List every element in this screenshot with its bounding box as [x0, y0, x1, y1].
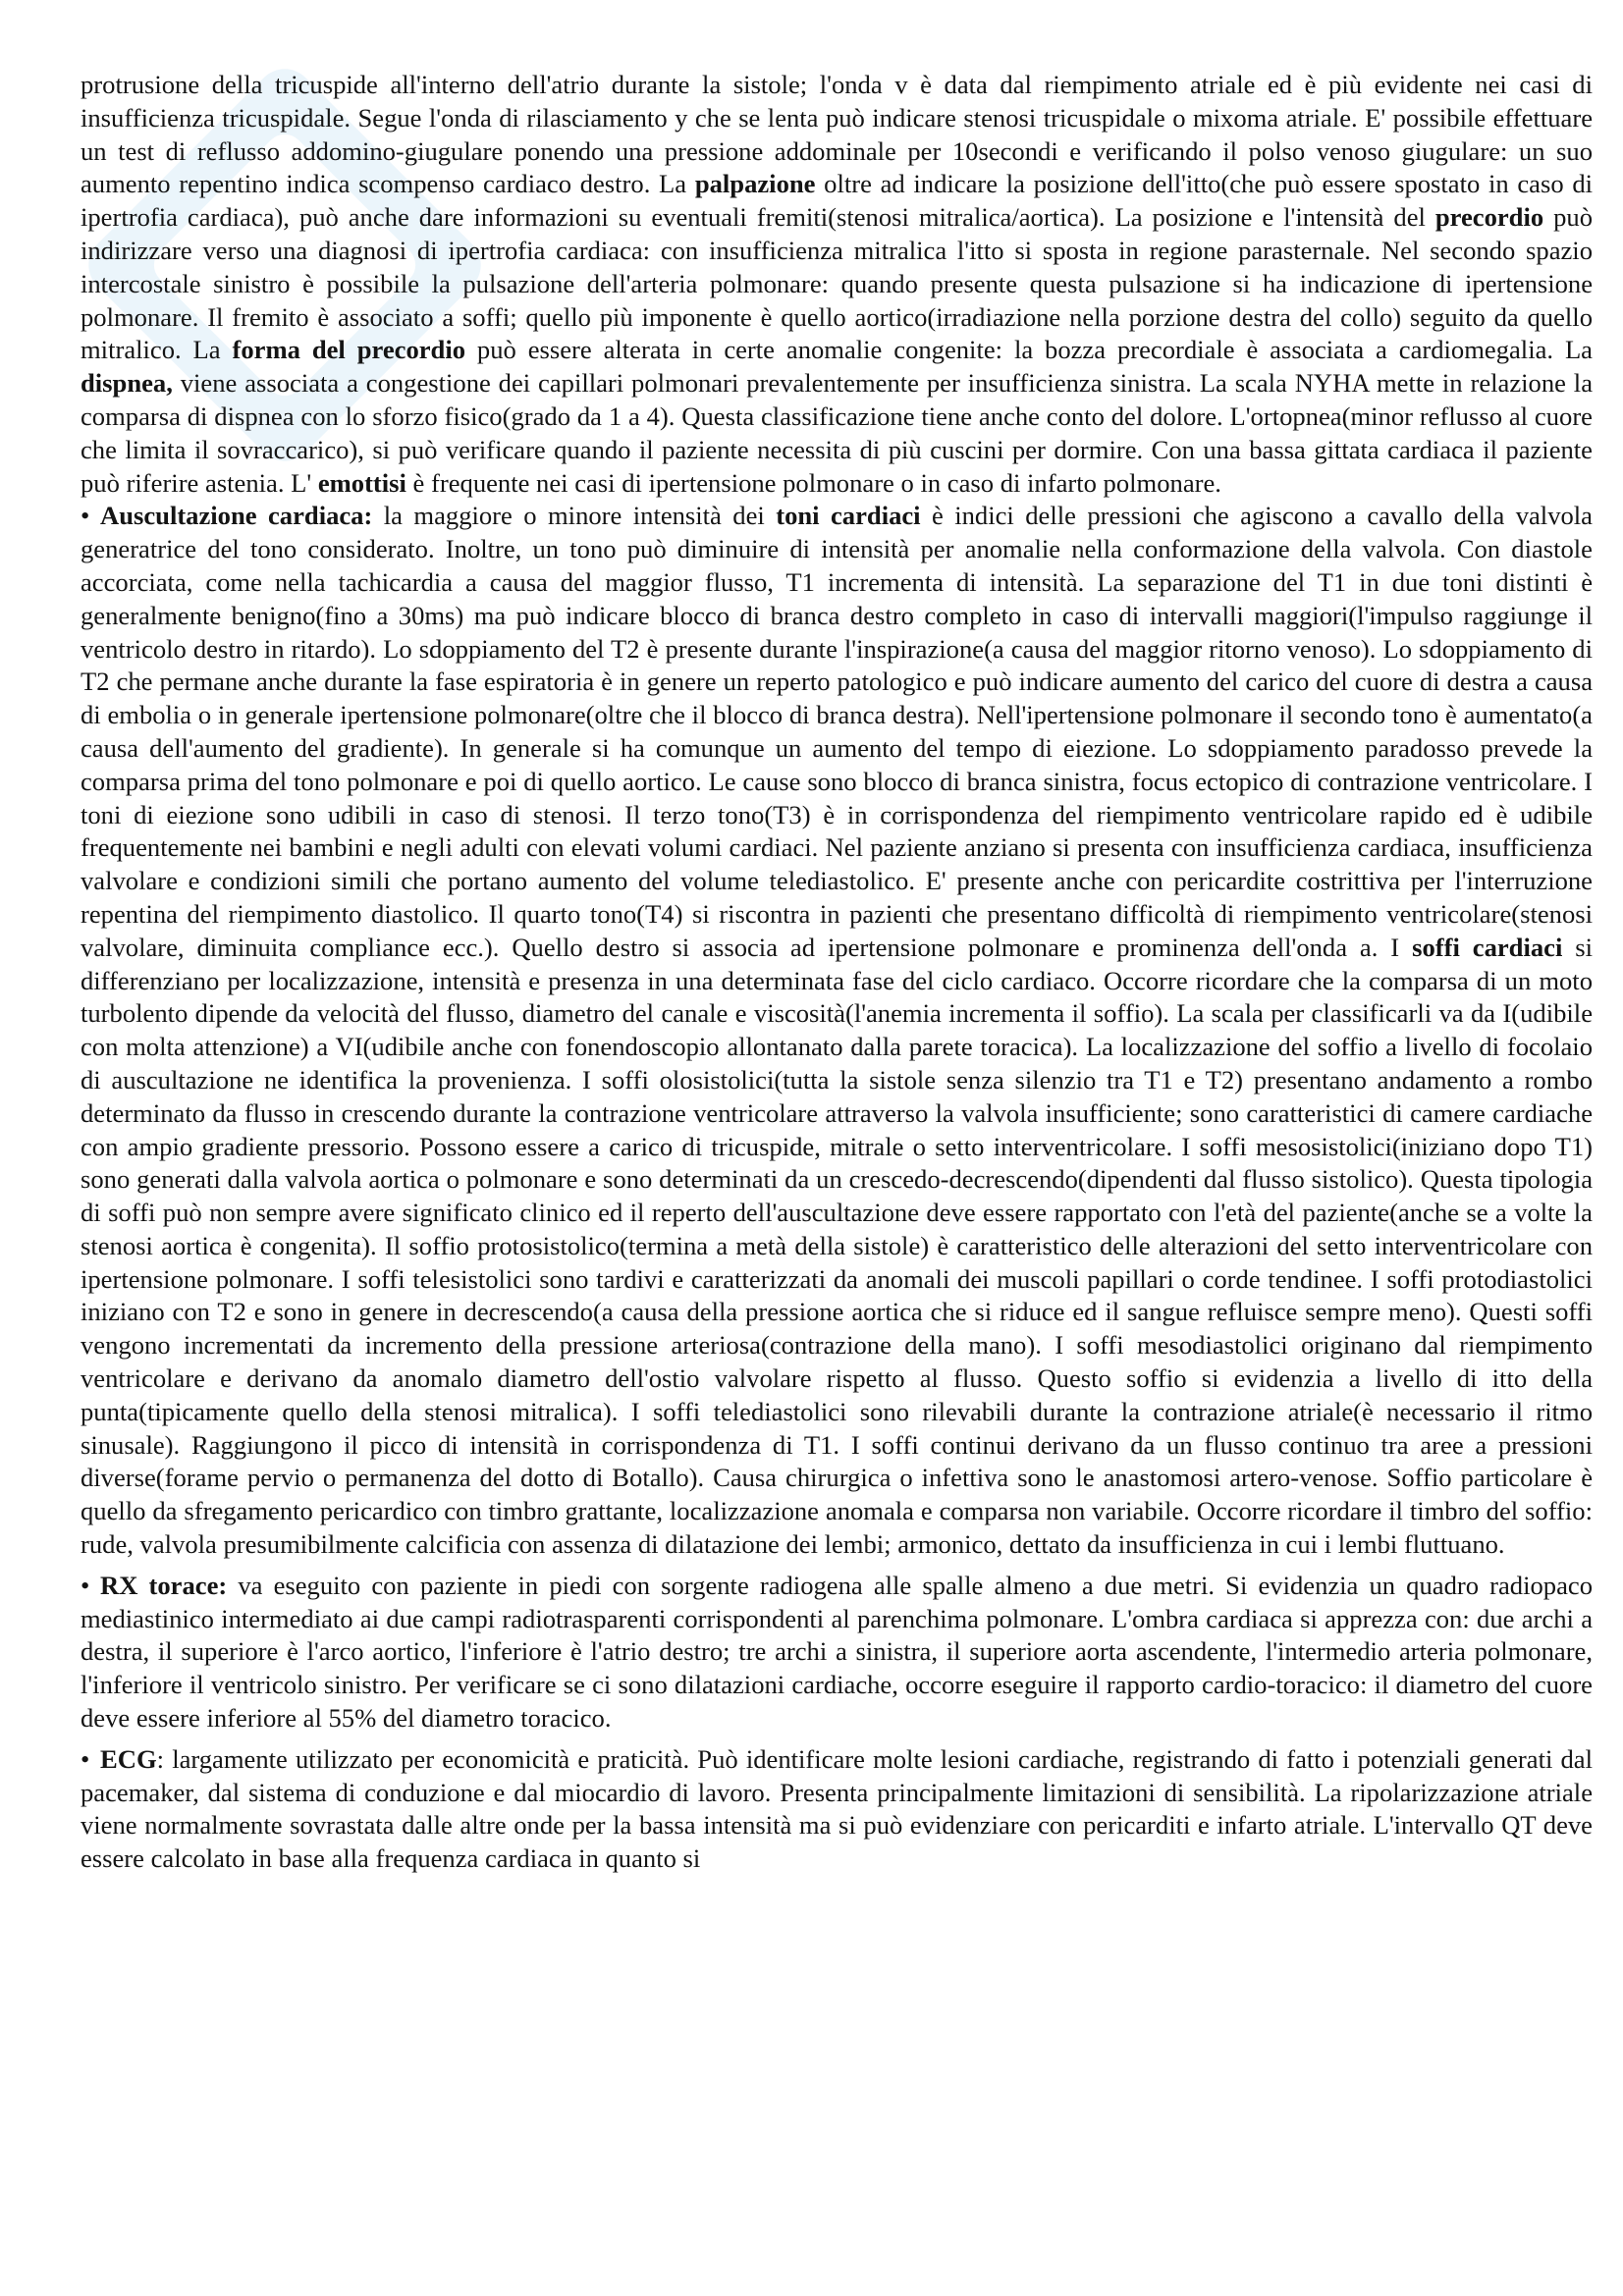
text-run: va eseguito con paziente in piedi con sorgente radiogena alle spalle almeno a due metri. Si evidenzia un quadro radiopaco mediastinico intermediato ai due campi radiotrasparenti corrispondenti al parenchima polmonare. L'ombra cardiaca si apprezza con: due archi a destra, il superiore è l'arco aortico, l'inferiore è l'atrio destro; tre archi a sinistra, il superiore aorta ascendente, l'intermedio arteria polmonare, l'inferiore il ventricolo sinistro. Per verificare se ci sono dilatazioni cardiache, occorre eseguire il rapporto cardio-toracico: il diametro del cuore deve essere inferiore al 55% del diametro toracico. — [81, 1570, 1593, 1734]
text-run: è indici delle pressioni che agiscono a cavallo della valvola generatrice del tono considerato. Inoltre, un tono può diminuire di intensità per anomalie nella conformazione della valvola. Con diastole accorciata, come nella tachicardia a causa del maggior flusso, T1 incrementa di intensità. La separazione del T1 in due toni distinti è generalmente benigno(fino a 30ms) ma può indicare blocco di branca destro completo in caso di intervalli maggiori(l'impulso raggiunge il ventricolo destro in ritardo). Lo sdoppiamento del T2 è presente durante l'inspirazione(a causa del maggior ritorno venoso). Lo sdoppiamento di T2 che permane anche durante la fase espiratoria è in genere un reperto patologico e può indicare aumento del carico del cuore di destra a causa di embolia o in generale ipertensione polmonare(oltre che il blocco di branca destra). Nell'ipertensione polmonare il secondo tono è aumentato(a causa dell'aumento del gradiente). In generale si ha comunque un aumento del tempo di eiezione. Lo sdoppiamento paradosso prevede la comparsa prima del tono polmonare e poi di quello aortico. Le cause sono blocco di branca sinistra, focus ectopico di contrazione ventricolare. I toni di eiezione sono udibili in caso di stenosi. Il terzo tono(T3) è in corrispondenza del riempimento ventricolare rapido ed è udibile frequentemente nei bambini e negli adulti con elevati volumi cardiaci. Nel paziente anziano si presenta con insufficienza cardiaca, insufficienza valvolare e condizioni simili che portano aumento del volume telediastolico. E' presente anche con pericardite costrittiva per l'interruzione repentina del riempimento diastolico. Il quarto tono(T4) si riscontra in pazienti che presentano difficoltà di riempimento ventricolare(stenosi valvolare, diminuita compliance ecc.). Quello destro si associa ad ipertensione polmonare e prominenza dell'onda a. I — [81, 501, 1593, 962]
term-toni-cardiaci: toni cardiaci — [776, 501, 921, 531]
text-run: può indirizzare verso una diagnosi di ipertrofia cardiaca: con insufficienza mitralica l'itto si sposta in regione parasternale. Nel secondo spazio intercostale sinistro è possibile la pulsazione dell'arteria polmonare: quando presente questa pulsazione si ha indicazione di ipertensione polmonare. Il fremito è associato a soffi; quello più imponente è quello aortico(irradiazione nella porzione destra del collo) seguito da quello mitralico. La — [81, 202, 1594, 365]
bullet-icon: • — [81, 1570, 90, 1600]
term-forma-precordio: forma del precordio — [232, 335, 466, 365]
heading-auscultazione: Auscultazione cardiaca: — [100, 501, 373, 531]
text-run: oltre ad indicare la posizione dell'itto(che può essere spostato in caso di ipertrofia cardiaca), può anche dare informazioni su eventuali fremiti(stenosi mitralica/aortica). La posizione e l'intensità del — [81, 169, 1593, 233]
bullet-icon: • — [81, 1743, 90, 1774]
term-palpazione: palpazione — [694, 169, 816, 199]
term-dispnea: dispnea, — [81, 368, 173, 399]
document-page — [81, 69, 1593, 1876]
paragraph-ecg — [81, 1743, 1593, 1876]
heading-rx-torace: RX torace: — [100, 1570, 228, 1600]
term-soffi-cardiaci: soffi cardiaci — [1412, 932, 1563, 962]
text-run: è frequente nei casi di ipertensione polmonare o in caso di infarto polmonare. — [406, 467, 1221, 498]
text-run: si differenziano per localizzazione, intensità e presenza in una determinata fase del ciclo cardiaco. Occorre ricordare che la comparsa di un moto turbolento dipende da velocità del flusso, diametro del canale e viscosità(l'anemia incrementa il soffio). La scala per classificarli va da I(udibile con molta attenzione) a VI(udibile anche con fonendoscopio allontanato dalla parete toracica). La localizzazione del soffio a livello di focolaio di auscultazione ne identifica la provenienza. I soffi olosistolici(tutta la sistole senza silenzio tra T1 e T2) presentano andamento a rombo determinato da flusso in crescendo durante la contrazione ventricolare attraverso la valvola insufficiente; sono caratteristici di camere cardiache con ampio gradiente pressorio. Possono essere a carico di tricuspide, mitrale o setto interventricolare. I soffi mesosistolici(iniziano dopo T1) sono generati dalla valvola aortica o polmonare e sono determinati da un crescedo-decrescendo(dipendenti dal flusso sistolico). Questa tipologia di soffi può non sempre avere significato clinico ed il reperto dell'auscultazione deve essere rapportato con l'età del paziente(anche se a volte la stenosi aortica è congenita). Il soffio protosistolico(termina a metà della sistole) è caratteristico delle alterazioni del setto interventricolare con ipertensione polmonare. I soffi telesistolici sono tardivi e caratterizzati da anomali dei muscoli papillari o corde tendinee. I soffi protodiastolici iniziano con T2 e sono in genere in decrescendo(a causa della pressione aortica che si riduce ed il sangue refluisce sempre meno). Questi soffi vengono incrementati da incremento della pressione arteriosa(contrazione della mano). I soffi mesodiastolici originano dal riempimento ventricolare e derivano da anomalo diametro dell'ostio valvolare rispetto al flusso. Questo soffio si evidenzia a livello di itto della punta(tipicamente quello della stenosi mitralica). I soffi telediastolici sono rilevabili durante la contrazione atriale(è necessario il ritmo sinusale). Raggiungono il picco di intensità in corrispondenza di T1. I soffi continui derivano da un flusso continuo tra aree a pressioni diverse(forame pervio o permanenza del dotto di Botallo). Causa chirurgica o infettiva sono le anastomosi artero-venose. Soffio particolare è quello da sfregamento pericardico con timbro grattante, localizzazione anomala e comparsa non variabile. Occorre ricordare il timbro del soffio: rude, valvola presumibilmente calcificia con assenza di dilatazione dei lembi; armonico, dettato da insufficienza in cui i lembi fluttuano. — [81, 932, 1594, 1560]
paragraph-rx-torace — [81, 1570, 1593, 1735]
paragraph-venous-pulse-palpation — [81, 69, 1593, 500]
text-run: : largamente utilizzato per economicità e praticità. Può identificare molte lesioni cardiache, registrando di fatto i potenziali generati dal pacemaker, dal sistema di conduzione e dal miocardio di lavoro. Presenta principalmente limitazioni di sensibilità. La ripolarizzazione atriale viene normalmente sovrastata dalle altre onde per la bassa intensità ma si può evidenziare con pericarditi e infarto atriale. L'intervallo QT deve essere calcolato in base alla frequenza cardiaca in quanto si — [81, 1743, 1593, 1874]
term-emottisi: emottisi — [317, 467, 406, 498]
text-run: può essere alterata in certe anomalie congenite: la bozza precordiale è associata a cardiomegalia. La — [465, 335, 1593, 365]
text-run: protrusione della tricuspide all'interno dell'atrio durante la sistole; l'onda v è data dal riempimento atriale ed è più evidente nei casi di insufficienza tricuspidale. Segue l'onda di rilasciamento y che se lenta può indicare stenosi tricuspidale o mixoma atriale. E' possibile effettuare un test di reflusso addomino-giugulare ponendo una pressione addominale per 10secondi e verificando il polso venoso giugulare: un suo aumento repentino indica scompenso cardiaco destro. La — [81, 70, 1593, 199]
text-run: viene associata a congestione dei capillari polmonari prevalentemente per insufficienza sinistra. La scala NYHA mette in relazione la comparsa di dispnea con lo sforzo fisico(grado da 1 a 4). Questa classificazione tiene anche conto del dolore. L'ortopnea(minor reflusso al cuore che limita il sovraccarico), si può verificare quando il paziente necessita di più cuscini per dormire. Con una bassa gittata cardiaca il paziente può riferire astenia. L' — [81, 368, 1593, 498]
term-precordio: precordio — [1434, 202, 1544, 233]
bullet-icon: • — [81, 501, 90, 531]
text-run: la maggiore o minore intensità dei — [372, 501, 777, 531]
paragraph-auscultazione — [81, 500, 1593, 1562]
heading-ecg: ECG — [100, 1743, 157, 1774]
